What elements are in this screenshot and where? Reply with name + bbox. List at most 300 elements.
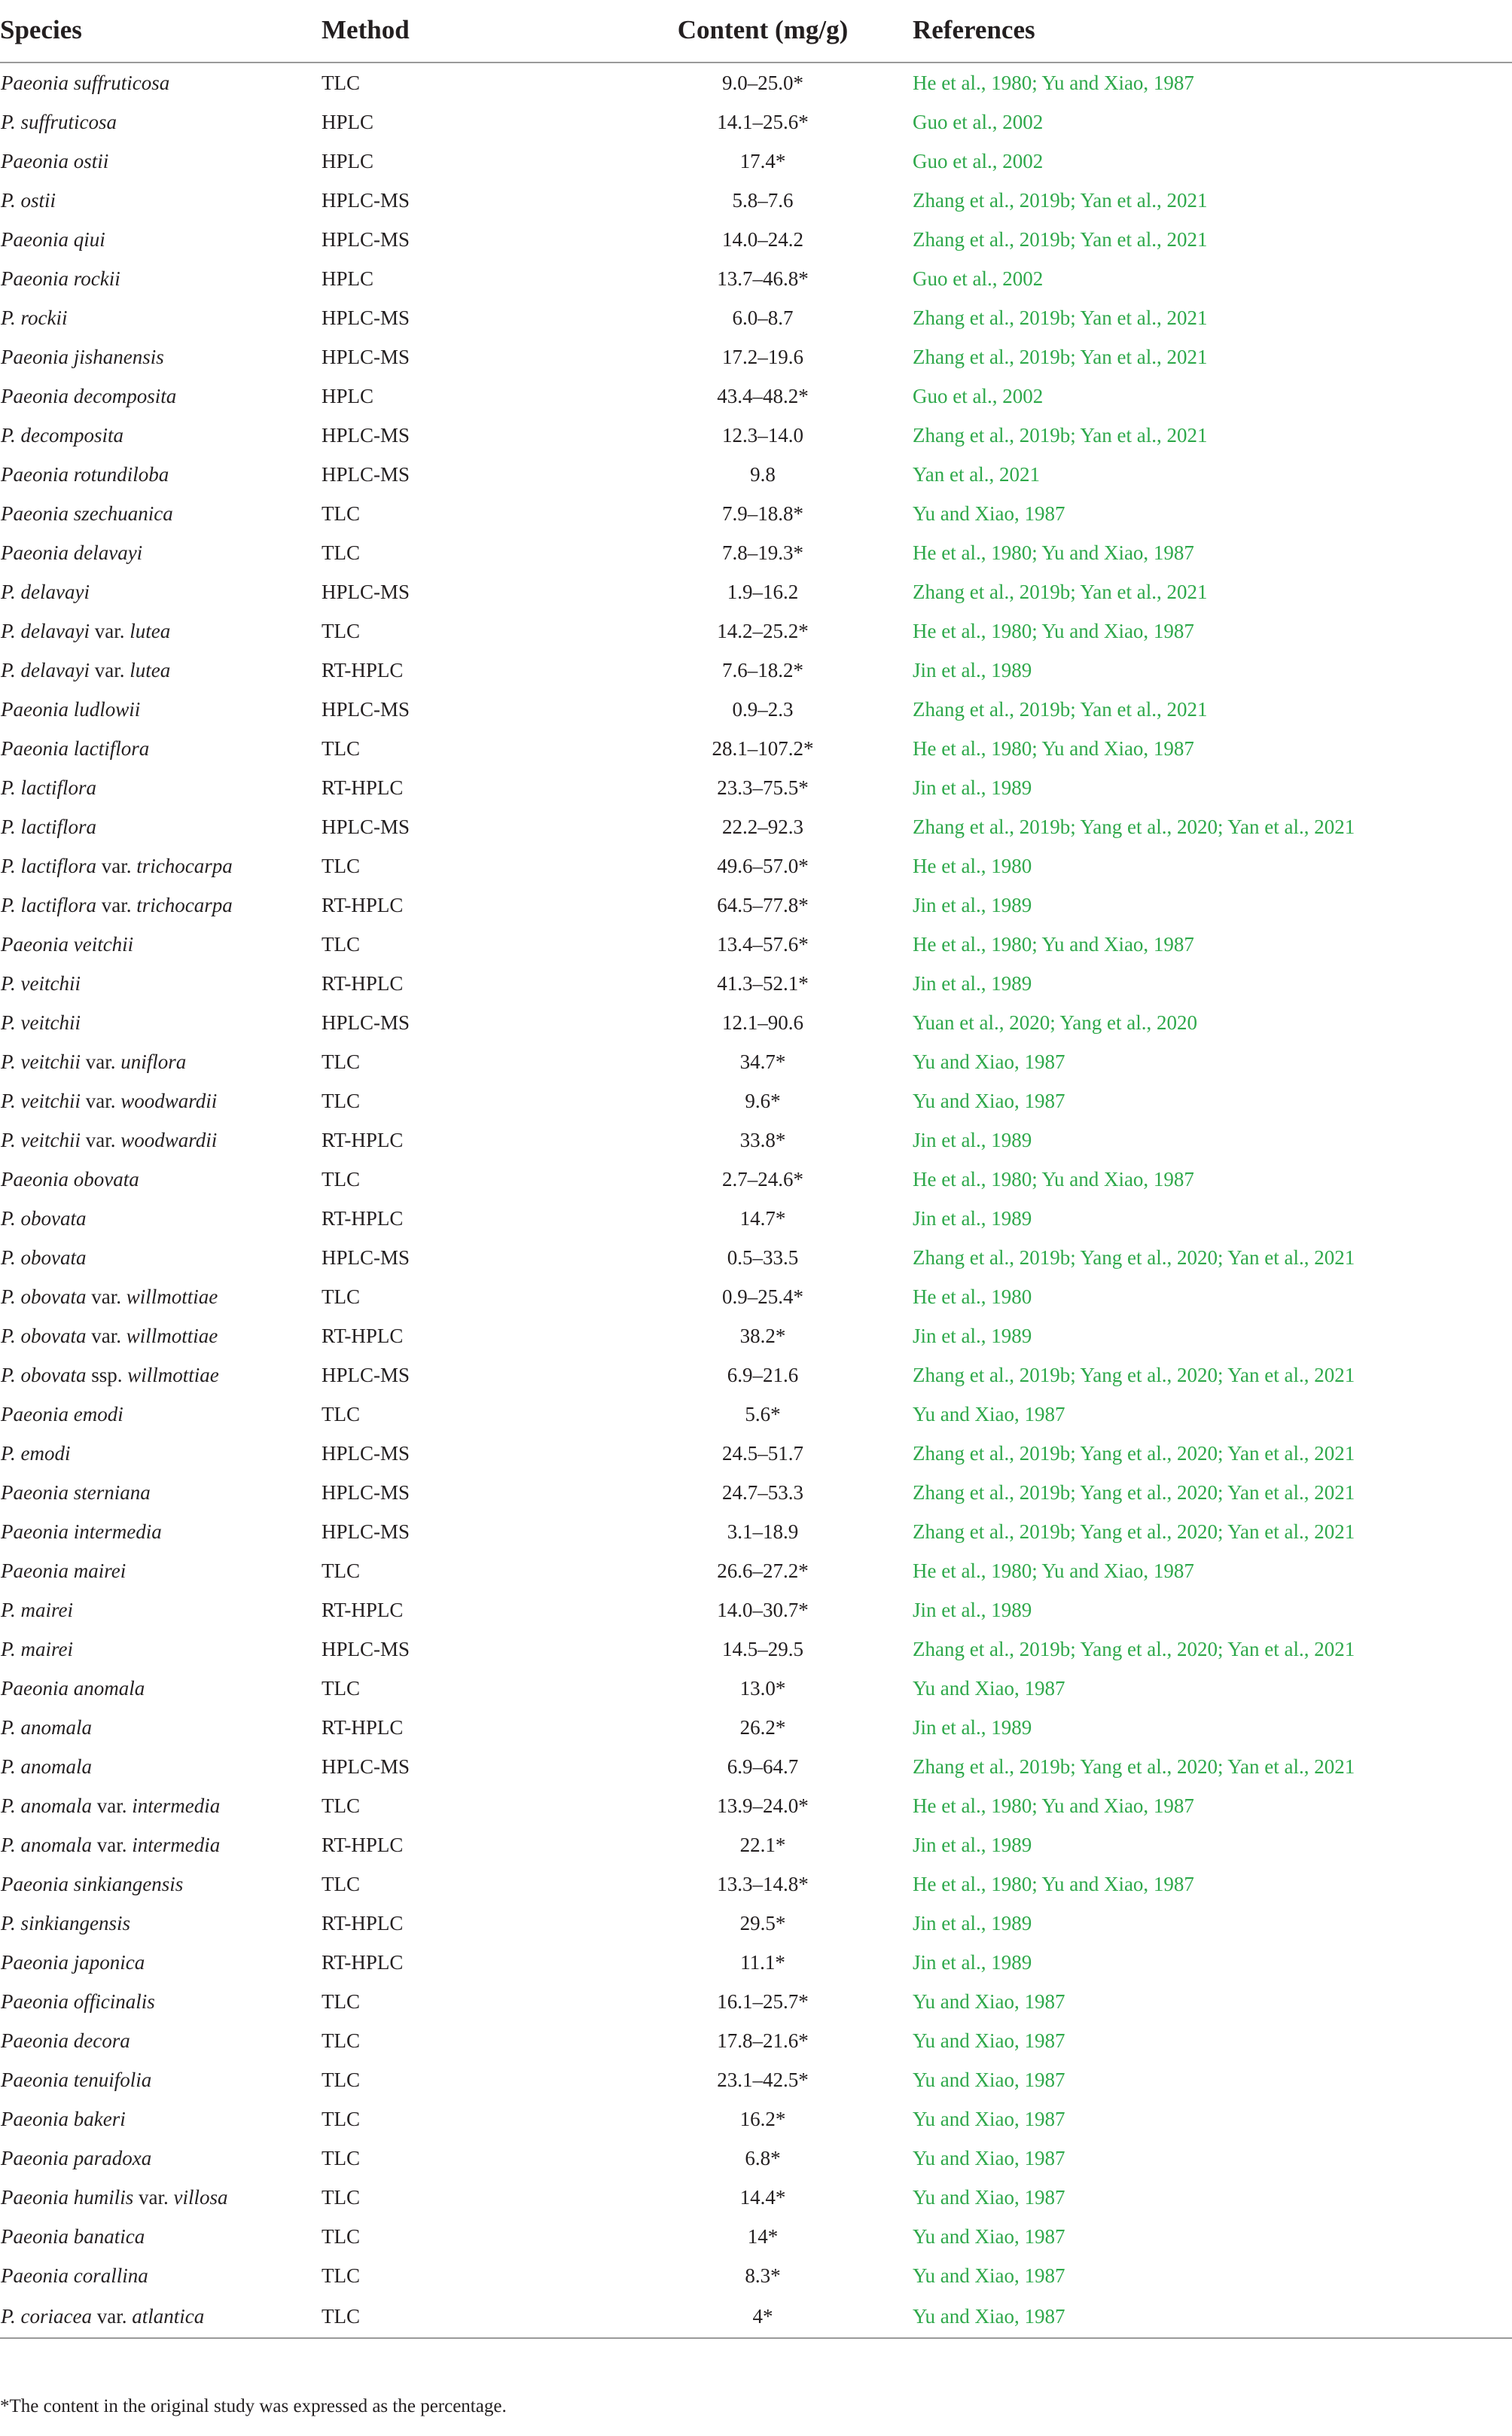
content-cell: 24.7–53.3 (722, 1480, 803, 1504)
species-name-italic: P. anomala (1, 1755, 93, 1778)
method-cell: TLC (322, 71, 360, 94)
species-name-italic: P. obovata (1, 1285, 87, 1308)
content-cell: 22.1* (739, 1833, 786, 1856)
species-name-italic: P. obovata (1, 1363, 87, 1386)
references-link[interactable]: Yu and Xiao, 1987 (913, 1989, 1065, 2013)
species-cell (0, 2060, 322, 2099)
references-link[interactable]: He et al., 1980; Yu and Xiao, 1987 (913, 1794, 1194, 1817)
method-cell: RT-HPLC (322, 776, 404, 799)
table-row (0, 455, 1512, 494)
method-cell: HPLC-MS (322, 1637, 410, 1660)
species-name-italic: willmottiae (126, 1324, 218, 1347)
method-cell: HPLC-MS (322, 1480, 410, 1504)
species-name-italic: Paeonia jishanensis (1, 345, 164, 368)
method-cell: TLC (322, 1794, 360, 1817)
references-link[interactable]: Zhang et al., 2019b; Yan et al., 2021 (913, 345, 1208, 368)
references-link[interactable]: He et al., 1980; Yu and Xiao, 1987 (913, 1872, 1194, 1895)
table-row (0, 1943, 1512, 1982)
content-cell: 0.9–2.3 (732, 697, 794, 721)
species-rank: var. (92, 1794, 133, 1817)
species-cell (0, 2178, 322, 2217)
method-cell: RT-HPLC (322, 1950, 404, 1974)
references-link[interactable]: Yan et al., 2021 (913, 462, 1041, 486)
species-name-italic: Paeonia bakeri (1, 2107, 126, 2130)
species-cell (0, 1512, 322, 1551)
table-row (0, 1590, 1512, 1630)
table-row (0, 2256, 1512, 2295)
content-cell: 9.0–25.0* (722, 71, 803, 94)
species-cell (0, 807, 322, 846)
table-row (0, 729, 1512, 768)
species-cell (0, 1316, 322, 1355)
table-row (0, 1120, 1512, 1160)
species-name-italic: P. delavayi (1, 658, 90, 681)
table-footnote: *The content in the original study was expressed as the percentage. (0, 2396, 507, 2416)
content-cell: 22.2–92.3 (722, 815, 803, 838)
method-cell: TLC (322, 619, 360, 642)
references-link[interactable]: He et al., 1980; Yu and Xiao, 1987 (913, 71, 1194, 94)
references-link[interactable]: Zhang et al., 2019b; Yang et al., 2020; Yan et al., 2021 (913, 1480, 1355, 1504)
method-cell: HPLC (322, 149, 374, 172)
references-link[interactable]: Jin et al., 1989 (913, 971, 1032, 995)
method-cell: TLC (322, 1559, 360, 1582)
species-name-italic: intermedia (132, 1794, 221, 1817)
species-cell (0, 2295, 322, 2338)
species-name-italic: Paeonia lactiflora (1, 736, 150, 760)
species-name-italic: intermedia (132, 1833, 221, 1856)
species-cell (0, 572, 322, 611)
references-link[interactable]: Guo et al., 2002 (913, 110, 1044, 133)
references-link[interactable]: He et al., 1980 (913, 854, 1032, 877)
references-link[interactable]: Yu and Xiao, 1987 (913, 2295, 1512, 2338)
species-name-italic: Paeonia sterniana (1, 1480, 151, 1504)
species-name-italic: P. veitchii (1, 1011, 81, 1034)
species-name-italic: Paeonia anomala (1, 1676, 145, 1700)
references-link[interactable]: Jin et al., 1989 (913, 1128, 1032, 1151)
content-cell: 14.4* (739, 2185, 786, 2209)
references-link[interactable]: Yu and Xiao, 1987 (913, 2146, 1065, 2169)
references-link[interactable]: He et al., 1980; Yu and Xiao, 1987 (913, 1167, 1194, 1191)
method-cell: TLC (322, 1050, 360, 1073)
references-link[interactable]: Yu and Xiao, 1987 (913, 2264, 1065, 2287)
species-name-italic: P. lactiflora (1, 815, 97, 838)
species-cell (0, 651, 322, 690)
method-cell: HPLC-MS (322, 1441, 410, 1465)
method-cell: TLC (322, 854, 360, 877)
content-cell: 9.6* (745, 1089, 781, 1112)
table-row (0, 1786, 1512, 1825)
species-cell (0, 1277, 322, 1316)
references-link[interactable]: Zhang et al., 2019b; Yan et al., 2021 (913, 188, 1208, 212)
content-cell: 13.7–46.8* (717, 267, 809, 290)
species-rank: var. (91, 2304, 133, 2328)
table-row (0, 2178, 1512, 2217)
species-cell (0, 102, 322, 142)
content-cell: 41.3–52.1* (717, 971, 809, 995)
species-cell (0, 1081, 322, 1120)
content-cell: 34.7* (739, 1050, 786, 1073)
species-cell (0, 1864, 322, 1904)
references-link[interactable]: He et al., 1980; Yu and Xiao, 1987 (913, 541, 1194, 564)
references-link[interactable]: Zhang et al., 2019b; Yang et al., 2020; Yan et al., 2021 (913, 1441, 1355, 1465)
method-cell: HPLC-MS (322, 1520, 410, 1543)
species-name-italic: Paeonia mairei (1, 1559, 127, 1582)
references-link[interactable]: Jin et al., 1989 (913, 1715, 1032, 1739)
species-cell (0, 2099, 322, 2139)
content-cell: 13.3–14.8* (717, 1872, 809, 1895)
references-link[interactable]: Zhang et al., 2019b; Yan et al., 2021 (913, 227, 1208, 251)
content-cell: 43.4–48.2* (717, 384, 809, 407)
content-cell: 14.1–25.6* (717, 110, 809, 133)
species-name-italic: P. veitchii (1, 1089, 81, 1112)
method-cell: RT-HPLC (322, 658, 404, 681)
species-rank: var. (96, 854, 137, 877)
species-name-italic: Paeonia intermedia (1, 1520, 162, 1543)
references-link[interactable]: Zhang et al., 2019b; Yang et al., 2020; Yan et al., 2021 (913, 1755, 1355, 1778)
method-cell: RT-HPLC (322, 1911, 404, 1934)
references-link[interactable]: Jin et al., 1989 (913, 1950, 1032, 1974)
references-link[interactable]: Zhang et al., 2019b; Yang et al., 2020; Yan et al., 2021 (913, 1637, 1355, 1660)
content-cell: 8.3* (745, 2264, 781, 2287)
references-link[interactable]: Jin et al., 1989 (913, 1911, 1032, 1934)
species-name-italic: Paeonia ludlowii (1, 697, 141, 721)
table-row (0, 298, 1512, 337)
references-link[interactable]: Jin et al., 1989 (913, 893, 1032, 916)
species-name-italic: Paeonia humilis (1, 2185, 134, 2209)
method-cell: TLC (322, 2185, 360, 2209)
species-name-italic: lutea (130, 619, 171, 642)
species-cell (0, 2256, 322, 2295)
table-row (0, 1003, 1512, 1042)
species-name-italic: Paeonia szechuanica (1, 502, 173, 525)
references-link[interactable]: Zhang et al., 2019b; Yan et al., 2021 (913, 306, 1208, 329)
species-cell (0, 416, 322, 455)
method-cell: RT-HPLC (322, 1206, 404, 1230)
species-cell (0, 690, 322, 729)
references-link[interactable]: Jin et al., 1989 (913, 776, 1032, 799)
method-cell: HPLC (322, 267, 374, 290)
species-name-italic: Paeonia obovata (1, 1167, 139, 1191)
species-rank: ssp. (86, 1363, 128, 1386)
species-cell (0, 63, 322, 102)
species-name-italic: P. mairei (1, 1637, 74, 1660)
header-species: Species (0, 0, 322, 63)
content-cell: 26.2* (739, 1715, 786, 1739)
content-cell: 5.6* (745, 1402, 781, 1425)
method-cell: HPLC-MS (322, 227, 410, 251)
species-cell (0, 1042, 322, 1081)
content-cell: 5.8–7.6 (732, 188, 794, 212)
method-cell: TLC (322, 1872, 360, 1895)
species-cell (0, 259, 322, 298)
species-cell (0, 925, 322, 964)
table-row (0, 1277, 1512, 1316)
table-row (0, 846, 1512, 886)
method-cell: HPLC-MS (322, 462, 410, 486)
species-name-italic: Paeonia rotundiloba (1, 462, 169, 486)
table-row (0, 259, 1512, 298)
species-cell (0, 1355, 322, 1395)
species-name-italic: P. mairei (1, 1598, 74, 1621)
references-link[interactable]: Guo et al., 2002 (913, 267, 1044, 290)
references-link[interactable]: Yu and Xiao, 1987 (913, 2068, 1065, 2091)
species-rank: var. (86, 1324, 127, 1347)
references-link[interactable]: Jin et al., 1989 (913, 1206, 1032, 1230)
species-cell (0, 2139, 322, 2178)
species-name-italic: willmottiae (126, 1285, 218, 1308)
species-cell (0, 2021, 322, 2060)
table-row (0, 651, 1512, 690)
species-name-italic: P. anomala (1, 1794, 93, 1817)
content-cell: 4* (589, 2295, 913, 2338)
species-rank: var. (89, 619, 130, 642)
content-cell: 7.9–18.8* (722, 502, 803, 525)
method-cell: HPLC-MS (322, 423, 410, 447)
species-name-italic: Paeonia tenuifolia (1, 2068, 152, 2091)
species-name-italic: P. ostii (1, 188, 56, 212)
content-cell: 6.9–21.6 (727, 1363, 799, 1386)
species-cell (0, 1238, 322, 1277)
table-row (0, 1747, 1512, 1786)
species-name-italic: P. coriacea (1, 2304, 92, 2328)
method-cell: RT-HPLC (322, 1598, 404, 1621)
header-content: Content (mg/g) (589, 0, 913, 63)
species-cell (0, 142, 322, 181)
content-cell: 14.0–24.2 (722, 227, 803, 251)
table-row (0, 1630, 1512, 1669)
table-row (0, 377, 1512, 416)
references-link[interactable]: Zhang et al., 2019b; Yan et al., 2021 (913, 697, 1208, 721)
species-name-italic: P. obovata (1, 1245, 87, 1269)
species-name-italic: Paeonia ostii (1, 149, 109, 172)
species-name-italic: woodwardii (120, 1089, 218, 1112)
references-link[interactable]: Yu and Xiao, 1987 (913, 1050, 1065, 1073)
species-name-italic: P. anomala (1, 1833, 93, 1856)
references-link[interactable]: Yu and Xiao, 1987 (913, 2185, 1065, 2209)
species-cell (0, 1904, 322, 1943)
species-name-italic: Paeonia rockii (1, 267, 120, 290)
content-cell: 16.1–25.7* (717, 1989, 809, 2013)
references-link[interactable]: He et al., 1980; Yu and Xiao, 1987 (913, 932, 1194, 956)
references-link[interactable]: Jin et al., 1989 (913, 1833, 1032, 1856)
content-cell: 14.2–25.2* (717, 619, 809, 642)
species-cell (0, 494, 322, 533)
content-cell: 9.8 (750, 462, 776, 486)
references-link[interactable]: He et al., 1980; Yu and Xiao, 1987 (913, 1559, 1194, 1582)
species-name-italic: P. lactiflora (1, 854, 97, 877)
species-cell (0, 1395, 322, 1434)
species-cell (0, 1708, 322, 1747)
table-row (0, 572, 1512, 611)
table-row (0, 1669, 1512, 1708)
table-header-row (0, 0, 1512, 63)
method-cell: HPLC (322, 384, 374, 407)
references-link[interactable]: Yuan et al., 2020; Yang et al., 2020 (913, 1011, 1197, 1034)
method-cell: HPLC-MS (322, 580, 410, 603)
content-cell: 17.4* (739, 149, 786, 172)
method-cell: HPLC-MS (322, 345, 410, 368)
species-cell (0, 337, 322, 377)
content-cell: 0.5–33.5 (727, 1245, 799, 1269)
content-cell: 49.6–57.0* (717, 854, 809, 877)
content-cell: 7.8–19.3* (722, 541, 803, 564)
species-name-italic: P. rockii (1, 306, 68, 329)
table-row (0, 807, 1512, 846)
table-row (0, 181, 1512, 220)
method-cell: TLC (322, 1285, 360, 1308)
references-link[interactable]: Zhang et al., 2019b; Yang et al., 2020; Yan et al., 2021 (913, 1245, 1355, 1269)
table-row (0, 611, 1512, 651)
table-row (0, 2060, 1512, 2099)
references-link[interactable]: He et al., 1980; Yu and Xiao, 1987 (913, 619, 1194, 642)
species-name-italic: P. lactiflora (1, 893, 97, 916)
method-cell: RT-HPLC (322, 1833, 404, 1856)
content-cell: 11.1* (740, 1950, 785, 1974)
content-cell: 13.0* (739, 1676, 786, 1700)
header-references: References (913, 0, 1512, 63)
table-row (0, 1199, 1512, 1238)
references-link[interactable]: Yu and Xiao, 1987 (913, 502, 1065, 525)
header-method: Method (322, 0, 589, 63)
species-name-italic: P. anomala (1, 1715, 93, 1739)
species-rank: var. (86, 1285, 127, 1308)
species-cell (0, 1982, 322, 2021)
species-name-italic: woodwardii (120, 1128, 218, 1151)
species-cell (0, 455, 322, 494)
method-cell: TLC (322, 2295, 589, 2338)
content-cell: 29.5* (739, 1911, 786, 1934)
table-body (0, 63, 1512, 2338)
species-name-italic: Paeonia qiui (1, 227, 105, 251)
content-cell: 14* (747, 2224, 779, 2248)
references-link[interactable]: Zhang et al., 2019b; Yan et al., 2021 (913, 423, 1208, 447)
content-cell: 14.7* (739, 1206, 786, 1230)
species-cell (0, 1747, 322, 1786)
content-cell: 26.6–27.2* (717, 1559, 809, 1582)
references-link[interactable]: Yu and Xiao, 1987 (913, 2107, 1065, 2130)
table-row (0, 1512, 1512, 1551)
content-cell: 0.9–25.4* (722, 1285, 803, 1308)
content-cell: 33.8* (739, 1128, 786, 1151)
table-row (0, 886, 1512, 925)
species-cell (0, 1434, 322, 1473)
method-cell: TLC (322, 932, 360, 956)
content-cell: 13.9–24.0* (717, 1794, 809, 1817)
references-link[interactable]: Yu and Xiao, 1987 (913, 1676, 1065, 1700)
method-cell: HPLC-MS (322, 1011, 410, 1034)
table-row (0, 690, 1512, 729)
references-link[interactable]: He et al., 1980 (913, 1285, 1032, 1308)
references-link[interactable]: Guo et al., 2002 (913, 384, 1044, 407)
references-link[interactable]: Guo et al., 2002 (913, 149, 1044, 172)
species-name-italic: P. obovata (1, 1324, 87, 1347)
species-name-italic: Paeonia decomposita (1, 384, 177, 407)
species-name-italic: Paeonia emodi (1, 1402, 123, 1425)
content-cell: 12.3–14.0 (722, 423, 803, 447)
method-cell: HPLC-MS (322, 697, 410, 721)
references-link[interactable]: Yu and Xiao, 1987 (913, 2224, 1065, 2248)
references-link[interactable]: Zhang et al., 2019b; Yan et al., 2021 (913, 580, 1208, 603)
references-link[interactable]: He et al., 1980; Yu and Xiao, 1987 (913, 736, 1194, 760)
species-name-italic: P. delavayi (1, 619, 90, 642)
table-row (0, 1864, 1512, 1904)
species-name-italic: P. suffruticosa (1, 110, 117, 133)
species-cell (0, 533, 322, 572)
species-name-italic: Paeonia delavayi (1, 541, 143, 564)
species-name-italic: Paeonia officinalis (1, 1989, 155, 2013)
species-rank: var. (80, 1089, 121, 1112)
references-link[interactable]: Yu and Xiao, 1987 (913, 2029, 1065, 2052)
species-name-italic: Paeonia japonica (1, 1950, 145, 1974)
references-link[interactable]: Zhang et al., 2019b; Yang et al., 2020; Yan et al., 2021 (913, 1520, 1355, 1543)
species-name-italic: lutea (130, 658, 171, 681)
references-link[interactable]: Zhang et al., 2019b; Yang et al., 2020; Yan et al., 2021 (913, 1363, 1355, 1386)
species-name-italic: trichocarpa (136, 893, 233, 916)
references-link[interactable]: Jin et al., 1989 (913, 1324, 1032, 1347)
references-link[interactable]: Jin et al., 1989 (913, 1598, 1032, 1621)
species-name-italic: P. veitchii (1, 1128, 81, 1151)
content-cell: 6.9–64.7 (727, 1755, 799, 1778)
references-link[interactable]: Yu and Xiao, 1987 (913, 1402, 1065, 1425)
content-cell: 7.6–18.2* (722, 658, 803, 681)
table-row (0, 1042, 1512, 1081)
method-cell: TLC (322, 1676, 360, 1700)
method-cell: TLC (322, 736, 360, 760)
table-row (0, 1473, 1512, 1512)
species-cell (0, 1630, 322, 1669)
species-cell (0, 768, 322, 807)
table-row (0, 1982, 1512, 2021)
species-cell (0, 1590, 322, 1630)
species-name-italic: willmottiae (127, 1363, 219, 1386)
species-rank: var. (80, 1050, 121, 1073)
table-row (0, 533, 1512, 572)
method-cell: TLC (322, 502, 360, 525)
species-name-italic: P. sinkiangensis (1, 1911, 131, 1934)
table-row (0, 1355, 1512, 1395)
references-link[interactable]: Zhang et al., 2019b; Yang et al., 2020; Yan et al., 2021 (913, 815, 1355, 838)
method-cell: RT-HPLC (322, 1324, 404, 1347)
species-cell (0, 220, 322, 259)
species-cell (0, 964, 322, 1003)
method-cell: TLC (322, 2068, 360, 2091)
references-link[interactable]: Yu and Xiao, 1987 (913, 1089, 1065, 1112)
species-cell (0, 729, 322, 768)
method-cell: TLC (322, 2224, 360, 2248)
method-cell: HPLC-MS (322, 306, 410, 329)
table-row (0, 142, 1512, 181)
species-cell (0, 1551, 322, 1590)
table-row (0, 1081, 1512, 1120)
species-cell (0, 846, 322, 886)
references-link[interactable]: Jin et al., 1989 (913, 658, 1032, 681)
content-cell: 38.2* (739, 1324, 786, 1347)
species-name-italic: Paeonia decora (1, 2029, 130, 2052)
species-cell (0, 2217, 322, 2256)
method-cell: TLC (322, 541, 360, 564)
species-cell (0, 1669, 322, 1708)
species-name-italic: Paeonia sinkiangensis (1, 1872, 184, 1895)
species-cell (0, 611, 322, 651)
method-cell: RT-HPLC (322, 971, 404, 995)
species-rank: var. (92, 1833, 133, 1856)
table-row (0, 2139, 1512, 2178)
method-cell: TLC (322, 1989, 360, 2013)
table-row (0, 925, 1512, 964)
species-rank: var. (96, 893, 137, 916)
species-name-italic: Paeonia veitchii (1, 932, 134, 956)
table-row (0, 1551, 1512, 1590)
